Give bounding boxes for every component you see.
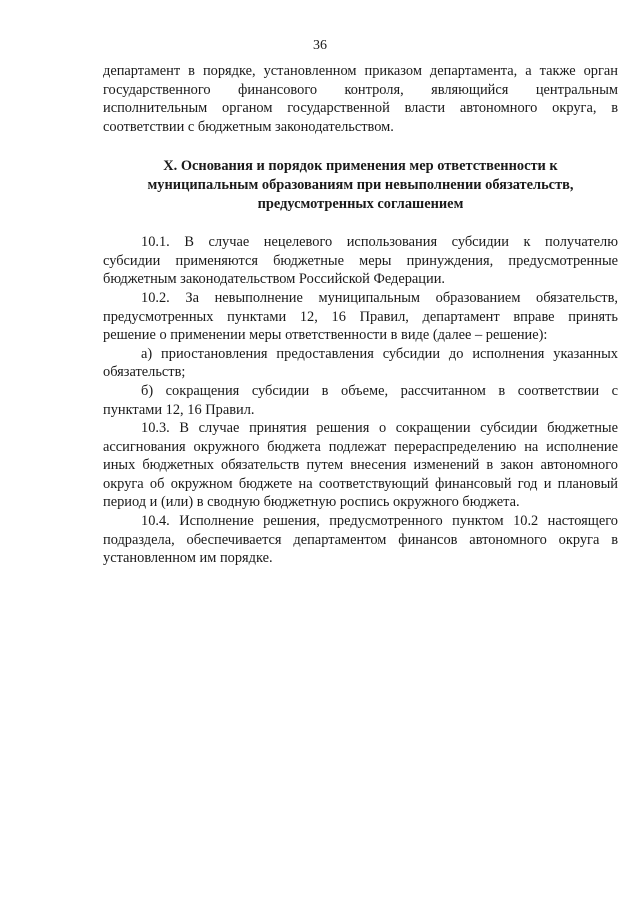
text-line: предусмотренных пунктами 12, 16 Правил, департамент вправе принять bbox=[103, 308, 618, 325]
paragraph-10-1 bbox=[103, 233, 618, 289]
text-line: исполнительным органом государственной власти автономного округа, в bbox=[103, 100, 618, 117]
text-line: департамент в порядке, установленном приказом департамента, а также орган bbox=[103, 63, 618, 79]
text-line: установленном им порядке. bbox=[103, 550, 273, 567]
text-line: иных бюджетных обязательств путем внесения изменений в закон автономного bbox=[103, 457, 618, 474]
section-heading bbox=[103, 157, 618, 213]
text-line: обязательств; bbox=[103, 364, 186, 381]
paragraph-10-3 bbox=[103, 419, 618, 512]
text-line: 10.2. За невыполнение муниципальным образованием обязательств, bbox=[141, 289, 618, 306]
page-number: 36 bbox=[313, 38, 327, 53]
heading-line: муниципальным образованиям при невыполнении обязательств, bbox=[147, 176, 574, 193]
page-content bbox=[103, 62, 618, 568]
text-line: а) приостановления предоставления субсидии до исполнения указанных bbox=[141, 345, 618, 362]
text-line: 10.3. В случае принятия решения о сокращении субсидии бюджетные bbox=[141, 420, 618, 437]
text-line: период и (или) в сводную бюджетную роспись окружного бюджета. bbox=[103, 494, 520, 511]
list-item-a bbox=[103, 345, 618, 382]
text-line: пунктами 12, 16 Правил. bbox=[103, 401, 255, 418]
text-line: 10.1. В случае нецелевого использования субсидии к получателю bbox=[141, 234, 618, 251]
text-line: решение о применении меры ответственности в виде (далее – решение): bbox=[103, 327, 548, 344]
text-line: ассигнования окружного бюджета подлежат перераспределению на исполнение bbox=[103, 438, 618, 455]
text-line: соответствии с бюджетным законодательством. bbox=[103, 118, 394, 135]
text-line: округа об окружном бюджете на соответствующий финансовый год и плановый bbox=[103, 475, 618, 492]
heading-line: X. Основания и порядок применения мер ответственности к bbox=[163, 158, 558, 175]
text-line: государственного финансового контроля, являющийся центральным bbox=[103, 81, 618, 98]
paragraph-10-4 bbox=[103, 512, 618, 568]
text-line: 10.4. Исполнение решения, предусмотренного пунктом 10.2 настоящего bbox=[141, 513, 618, 530]
paragraph-10-2 bbox=[103, 289, 618, 345]
text-line: подраздела, обеспечивается департаментом финансов автономного округа в bbox=[103, 531, 618, 548]
intro-paragraph bbox=[103, 62, 618, 136]
text-line: бюджетным законодательством Российской Федерации. bbox=[103, 271, 446, 288]
heading-line: предусмотренных соглашением bbox=[257, 195, 464, 212]
text-line: субсидии применяются бюджетные меры принуждения, предусмотренные bbox=[103, 252, 618, 269]
list-item-b bbox=[103, 382, 618, 419]
text-line: б) сокращения субсидии в объеме, рассчитанном в соответствии с bbox=[141, 382, 618, 399]
